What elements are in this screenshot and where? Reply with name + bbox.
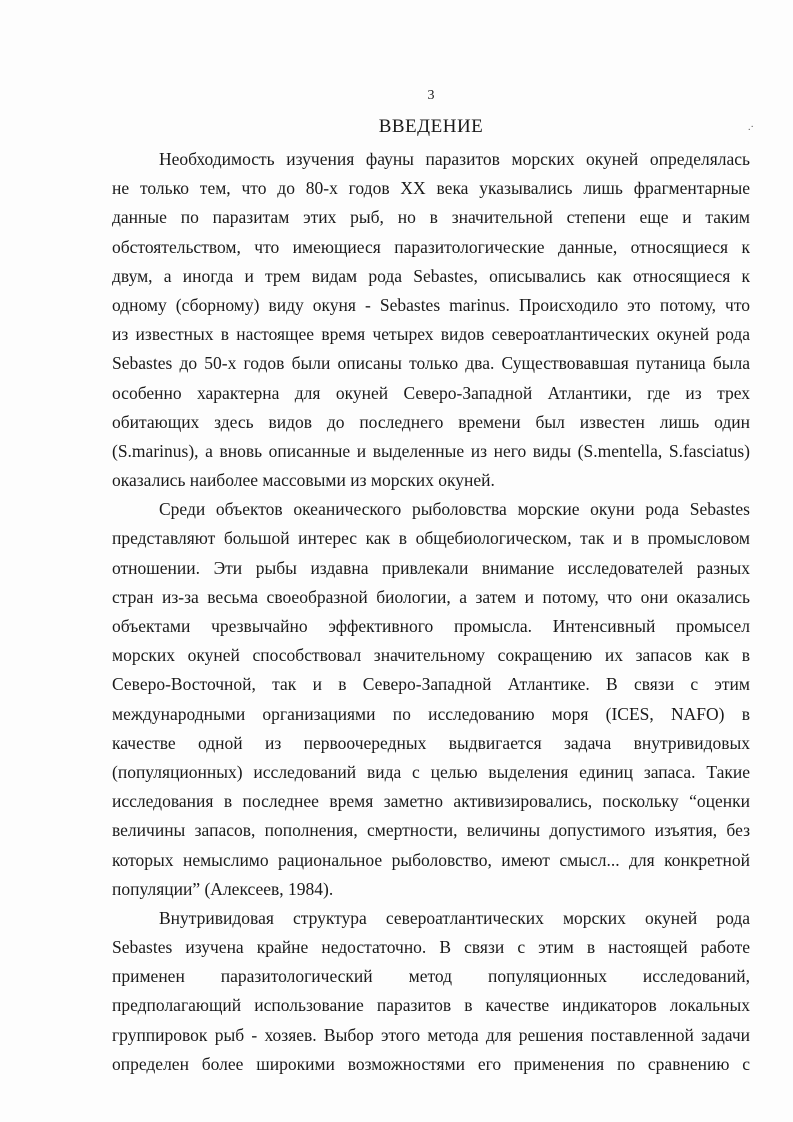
section-heading: ВВЕДЕНИЕ	[378, 116, 484, 137]
paragraph-2-line: которых немыслимо рациональное рыболовство, имеют смысл... для конкретной	[112, 849, 750, 870]
paragraph-1-line: оказались наиболее массовыми из морских окуней.	[112, 470, 495, 491]
paragraph-3-line: предполагающий использование паразитов в качестве индикаторов локальных	[112, 995, 750, 1016]
paragraph-2-line: представляют большой интерес как в общебиологическом, так и в промысловом	[112, 528, 750, 549]
paragraph-2-line: исследования в последнее время заметно активизировались, поскольку “оценки	[112, 791, 750, 812]
body-text	[112, 145, 750, 1079]
paragraph-2-line: Среди объектов океанического рыболовства морские окуни рода Sebastes	[159, 499, 750, 520]
paragraph-1-line: Необходимость изучения фауны паразитов морских окуней определялась	[159, 149, 750, 169]
paragraph-1-line: обитающих здесь видов до последнего времени был известен лишь один	[112, 411, 750, 432]
paragraph-3-line: применен паразитологический метод популяционных исследований,	[112, 966, 750, 987]
paragraph-2-line: отношении. Эти рыбы издавна привлекали внимание исследователей разных	[112, 557, 750, 578]
paragraph-2-line: качестве одной из первоочередных выдвигается задача внутривидовых	[112, 732, 750, 753]
stray-mark: .·	[748, 122, 754, 133]
page-number: 3	[427, 88, 435, 103]
paragraph-2-line: объектами чрезвычайно эффективного промысла. Интенсивный промысел	[112, 616, 750, 636]
paragraph-2-line: популяции” (Алексеев, 1984).	[112, 878, 334, 899]
paragraph-1-line: не только тем, что до 80-х годов XX века указывались лишь фрагментарные	[112, 178, 750, 199]
paragraph-1-line: особенно характерна для окуней Северо-Западной Атлантики, где из трех	[112, 382, 750, 403]
paragraph-2-line: Северо-Восточной, так и в Северо-Западной Атлантике. В связи с этим	[112, 674, 750, 695]
paragraph-3-line: определен более широкими возможностями его применения по сравнению с	[112, 1053, 750, 1074]
paragraph-1-line: одному (сборному) виду окуня - Sebastes marinus. Происходило это потому, что	[112, 294, 750, 315]
paragraph-1-line: Sebastes до 50-х годов были описаны только два. Существовавшая путаница была	[112, 353, 750, 374]
paragraph-1-line: (S.marinus), а вновь описанные и выделенные из него виды (S.mentella, S.fasciatus)	[112, 440, 750, 461]
paragraph-2-line: величины запасов, пополнения, смертности, величины допустимого изъятия, без	[112, 820, 750, 841]
paragraph-2-line: стран из-за весьма своеобразной биологии, а затем и потому, что они оказались	[112, 586, 750, 607]
paragraph-1-line: из известных в настоящее время четырех видов североатлантических окуней рода	[112, 324, 750, 345]
paragraph-1-line: двум, а иногда и трем видам рода Sebastes, описывались как относящиеся к	[112, 265, 750, 286]
paragraph-1-line: обстоятельством, что имеющиеся паразитологические данные, относящиеся к	[112, 236, 750, 257]
paragraph-2-line: морских окуней способствовал значительному сокращению их запасов как в	[112, 645, 750, 666]
paragraph-2-line: международными организациями по исследованию моря (ICES, NAFO) в	[112, 703, 750, 724]
paragraph-3-line: Внутривидовая структура североатлантических морских окуней рода	[159, 907, 750, 928]
paragraph-2-line: (популяционных) исследований вида с целью выделения единиц запаса. Такие	[112, 761, 750, 782]
paragraph-1-line: данные по паразитам этих рыб, но в значительной степени еще и таким	[112, 207, 750, 228]
paragraph-3-line: группировок рыб - хозяев. Выбор этого метода для решения поставленной задачи	[112, 1024, 750, 1045]
paragraph-3-line: Sebastes изучена крайне недостаточно. В связи с этим в настоящей работе	[112, 937, 750, 958]
